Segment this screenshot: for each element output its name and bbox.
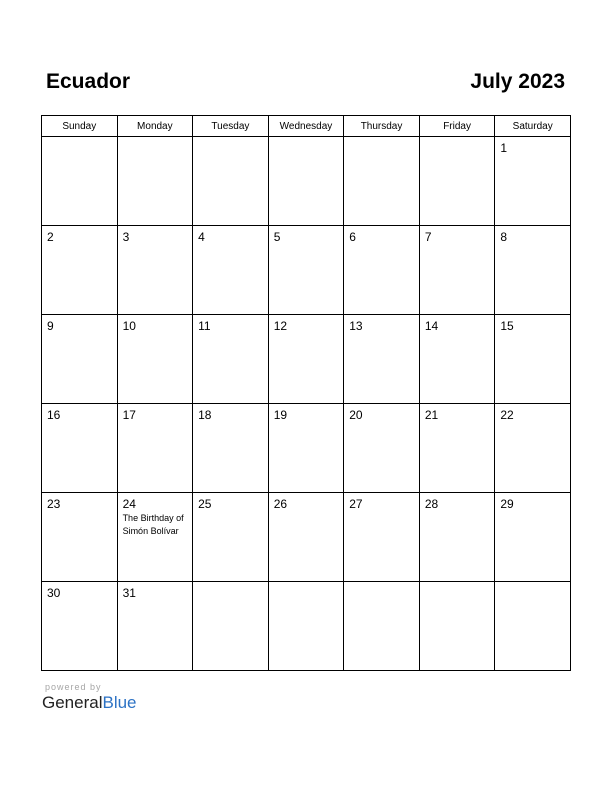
day-cell bbox=[419, 493, 495, 582]
day-cell bbox=[495, 137, 571, 226]
day-cell bbox=[344, 226, 420, 315]
day-cell bbox=[42, 582, 118, 671]
day-cell bbox=[419, 582, 495, 671]
logo-general-text: General bbox=[42, 693, 103, 712]
day-cell bbox=[344, 404, 420, 493]
day-cell bbox=[344, 493, 420, 582]
week-row bbox=[42, 404, 571, 493]
weekday-header-row bbox=[42, 116, 571, 137]
day-number: 25 bbox=[198, 497, 212, 511]
powered-by-label: powered by bbox=[45, 682, 102, 692]
day-cell bbox=[42, 404, 118, 493]
day-cell bbox=[117, 582, 193, 671]
day-number: 3 bbox=[122, 230, 130, 244]
day-cell bbox=[42, 137, 118, 226]
week-row bbox=[42, 226, 571, 315]
day-number: 31 bbox=[122, 586, 136, 600]
day-cell bbox=[42, 226, 118, 315]
day-number: 17 bbox=[122, 408, 136, 422]
weekday-wednesday: Wednesday bbox=[268, 116, 344, 137]
week-row bbox=[42, 315, 571, 404]
day-cell bbox=[193, 137, 269, 226]
day-cell bbox=[268, 493, 344, 582]
weekday-tuesday: Tuesday bbox=[193, 116, 269, 137]
day-number: 18 bbox=[198, 408, 212, 422]
day-number: 4 bbox=[198, 230, 205, 244]
day-number: 5 bbox=[273, 230, 281, 244]
holiday-label: The Birthday of Simón Bolívar bbox=[122, 513, 184, 536]
day-number: 22 bbox=[500, 408, 514, 422]
day-number: 9 bbox=[47, 319, 54, 333]
week-row bbox=[42, 493, 571, 582]
day-number: 7 bbox=[424, 230, 432, 244]
day-number: 26 bbox=[273, 497, 288, 511]
day-cell bbox=[193, 404, 269, 493]
page-title-month: July 2023 bbox=[470, 70, 565, 93]
day-number: 23 bbox=[47, 497, 61, 511]
day-number: 6 bbox=[349, 230, 356, 244]
day-cell bbox=[268, 226, 344, 315]
day-cell bbox=[344, 315, 420, 404]
day-cell bbox=[495, 315, 571, 404]
day-number: 1 bbox=[500, 141, 508, 155]
weekday-sunday: Sunday bbox=[42, 116, 118, 137]
day-cell bbox=[193, 315, 269, 404]
day-cell bbox=[42, 493, 118, 582]
day-number: 8 bbox=[500, 230, 508, 244]
day-cell bbox=[419, 137, 495, 226]
generalblue-logo bbox=[42, 693, 137, 713]
day-cell bbox=[42, 315, 118, 404]
day-cell bbox=[193, 226, 269, 315]
day-cell bbox=[344, 582, 420, 671]
weekday-thursday: Thursday bbox=[344, 116, 420, 137]
day-cell bbox=[193, 493, 269, 582]
day-cell bbox=[268, 137, 344, 226]
weekday-monday: Monday bbox=[117, 116, 193, 137]
day-number: 27 bbox=[349, 497, 363, 511]
day-cell bbox=[268, 315, 344, 404]
day-number: 21 bbox=[424, 408, 439, 422]
day-number: 16 bbox=[47, 408, 61, 422]
day-cell bbox=[117, 404, 193, 493]
calendar-grid bbox=[41, 115, 571, 671]
day-number: 28 bbox=[424, 497, 439, 511]
day-number: 19 bbox=[273, 408, 288, 422]
weekday-saturday: Saturday bbox=[495, 116, 571, 137]
day-number: 10 bbox=[122, 319, 136, 333]
day-number: 20 bbox=[349, 408, 363, 422]
day-number: 30 bbox=[47, 586, 61, 600]
day-number: 24 bbox=[122, 497, 136, 511]
day-number: 12 bbox=[273, 319, 288, 333]
weekday-friday: Friday bbox=[419, 116, 495, 137]
day-cell bbox=[495, 493, 571, 582]
day-cell bbox=[117, 137, 193, 226]
day-cell bbox=[495, 404, 571, 493]
day-cell bbox=[193, 582, 269, 671]
day-cell bbox=[117, 493, 193, 582]
day-cell bbox=[419, 226, 495, 315]
day-cell bbox=[419, 404, 495, 493]
day-cell bbox=[268, 582, 344, 671]
day-number: 11 bbox=[198, 319, 211, 333]
day-cell bbox=[117, 226, 193, 315]
day-number: 14 bbox=[424, 319, 439, 333]
week-row bbox=[42, 582, 571, 671]
page-title-country: Ecuador bbox=[46, 70, 131, 93]
day-cell bbox=[344, 137, 420, 226]
day-cell bbox=[419, 315, 495, 404]
day-number: 2 bbox=[47, 230, 54, 244]
week-row bbox=[42, 137, 571, 226]
day-number: 29 bbox=[500, 497, 514, 511]
day-cell bbox=[117, 315, 193, 404]
day-number: 15 bbox=[500, 319, 514, 333]
day-cell bbox=[268, 404, 344, 493]
day-cell bbox=[495, 226, 571, 315]
day-number: 13 bbox=[349, 319, 363, 333]
logo-blue-text: Blue bbox=[102, 693, 137, 712]
day-cell bbox=[495, 582, 571, 671]
